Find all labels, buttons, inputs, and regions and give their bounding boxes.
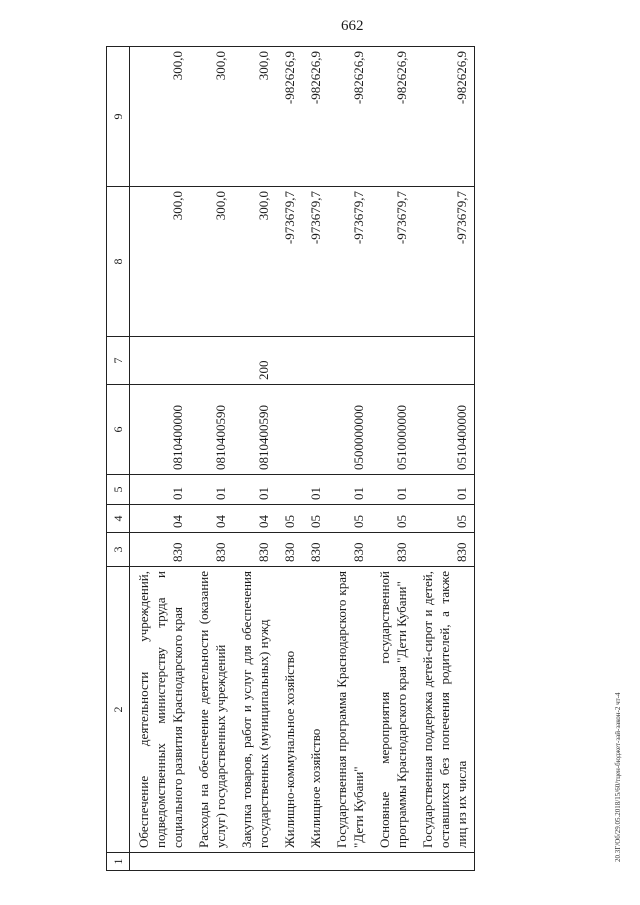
section-code-cell: 05 bbox=[302, 505, 328, 533]
column-header-9: 9 bbox=[107, 47, 130, 187]
row-index-cell bbox=[130, 853, 191, 871]
expense-type-cell: 200 bbox=[233, 337, 276, 385]
subsection-code-cell: 01 bbox=[414, 475, 475, 505]
section-code-cell: 04 bbox=[233, 505, 276, 533]
row-name-cell: Государственная программа Краснодарского края "Дети Кубани" bbox=[328, 567, 371, 853]
subsection-code-cell: 01 bbox=[371, 475, 414, 505]
column-header-6: 6 bbox=[107, 385, 130, 475]
expense-type-cell bbox=[130, 337, 191, 385]
amount-cell-col9: -982626,9 bbox=[414, 47, 475, 187]
target-item-cell: 0810400000 bbox=[130, 385, 191, 475]
column-header-4: 4 bbox=[107, 505, 130, 533]
budget-table bbox=[106, 46, 475, 871]
amount-cell-col9: 300,0 bbox=[130, 47, 191, 187]
document-code-note: 20.ЗГ/Об/29.05.2018/15/60/тцен-бюджет-зай-закон-2 чт-4 bbox=[614, 692, 622, 862]
table-row bbox=[276, 47, 302, 871]
row-name-cell: Обеспечение деятельности учреждений, подведомственных министерству труда и социального развития Краснодарского края bbox=[130, 567, 191, 853]
row-name-cell: Расходы на обеспечение деятельности (оказание услуг) государственных учреждений bbox=[190, 567, 233, 853]
section-code-cell: 04 bbox=[190, 505, 233, 533]
subsection-code-cell: 01 bbox=[302, 475, 328, 505]
section-code-cell: 05 bbox=[414, 505, 475, 533]
subsection-code-cell: 01 bbox=[130, 475, 191, 505]
section-code-cell: 04 bbox=[130, 505, 191, 533]
target-item-cell: 0510000000 bbox=[371, 385, 414, 475]
table-row bbox=[190, 47, 233, 871]
amount-cell-col8: 300,0 bbox=[233, 187, 276, 337]
row-index-cell bbox=[276, 853, 302, 871]
page-number: 662 bbox=[341, 18, 364, 34]
amount-cell-col8: -973679,7 bbox=[371, 187, 414, 337]
row-name-cell: Жилищное хозяйство bbox=[302, 567, 328, 853]
amount-cell-col9: -982626,9 bbox=[328, 47, 371, 187]
target-item-cell: 0810400590 bbox=[190, 385, 233, 475]
subsection-code-cell: 01 bbox=[233, 475, 276, 505]
amount-cell-col9: -982626,9 bbox=[302, 47, 328, 187]
ministry-code-cell: 830 bbox=[276, 533, 302, 567]
table-row bbox=[371, 47, 414, 871]
target-item-cell bbox=[276, 385, 302, 475]
target-item-cell: 0510400000 bbox=[414, 385, 475, 475]
amount-cell-col9: 300,0 bbox=[190, 47, 233, 187]
table-row bbox=[130, 47, 191, 871]
row-index-cell bbox=[233, 853, 276, 871]
amount-cell-col8: 300,0 bbox=[190, 187, 233, 337]
column-header-5: 5 bbox=[107, 475, 130, 505]
expense-type-cell bbox=[190, 337, 233, 385]
section-code-cell: 05 bbox=[371, 505, 414, 533]
amount-cell-col8: -973679,7 bbox=[414, 187, 475, 337]
row-name-cell: Государственная поддержка детей-сирот и детей, оставшихся без попечения родителей, а также лиц из их числа bbox=[414, 567, 475, 853]
column-header-3: 3 bbox=[107, 533, 130, 567]
column-header-1: 1 bbox=[107, 853, 130, 871]
ministry-code-cell: 830 bbox=[302, 533, 328, 567]
table-row bbox=[414, 47, 475, 871]
ministry-code-cell: 830 bbox=[414, 533, 475, 567]
amount-cell-col8: 300,0 bbox=[130, 187, 191, 337]
expense-type-cell bbox=[302, 337, 328, 385]
amount-cell-col8: -973679,7 bbox=[328, 187, 371, 337]
row-name-cell: Основные мероприятия государственной программы Краснодарского края "Дети Кубани" bbox=[371, 567, 414, 853]
table-row bbox=[302, 47, 328, 871]
target-item-cell: 0810400590 bbox=[233, 385, 276, 475]
column-header-7: 7 bbox=[107, 337, 130, 385]
ministry-code-cell: 830 bbox=[328, 533, 371, 567]
target-item-cell bbox=[302, 385, 328, 475]
row-index-cell bbox=[414, 853, 475, 871]
table-row bbox=[328, 47, 371, 871]
row-index-cell bbox=[302, 853, 328, 871]
subsection-code-cell: 01 bbox=[328, 475, 371, 505]
column-header-2: 2 bbox=[107, 567, 130, 853]
amount-cell-col9: -982626,9 bbox=[371, 47, 414, 187]
table-body bbox=[107, 47, 475, 871]
table-rotator bbox=[106, 47, 604, 871]
expense-type-cell bbox=[414, 337, 475, 385]
amount-cell-col9: 300,0 bbox=[233, 47, 276, 187]
table-row bbox=[233, 47, 276, 871]
column-header-8: 8 bbox=[107, 187, 130, 337]
ministry-code-cell: 830 bbox=[233, 533, 276, 567]
row-name-cell: Жилищно-коммунальное хозяйство bbox=[276, 567, 302, 853]
section-code-cell: 05 bbox=[328, 505, 371, 533]
section-code-cell: 05 bbox=[276, 505, 302, 533]
target-item-cell: 0500000000 bbox=[328, 385, 371, 475]
ministry-code-cell: 830 bbox=[371, 533, 414, 567]
row-index-cell bbox=[371, 853, 414, 871]
subsection-code-cell bbox=[276, 475, 302, 505]
subsection-code-cell: 01 bbox=[190, 475, 233, 505]
row-name-cell: Закупка товаров, работ и услуг для обеспечения государственных (муниципальных) нужд bbox=[233, 567, 276, 853]
amount-cell-col9: -982626,9 bbox=[276, 47, 302, 187]
expense-type-cell bbox=[371, 337, 414, 385]
expense-type-cell bbox=[276, 337, 302, 385]
row-index-cell bbox=[190, 853, 233, 871]
expense-type-cell bbox=[328, 337, 371, 385]
amount-cell-col8: -973679,7 bbox=[276, 187, 302, 337]
row-index-cell bbox=[328, 853, 371, 871]
table-header-row bbox=[107, 47, 130, 871]
ministry-code-cell: 830 bbox=[130, 533, 191, 567]
ministry-code-cell: 830 bbox=[190, 533, 233, 567]
amount-cell-col8: -973679,7 bbox=[302, 187, 328, 337]
